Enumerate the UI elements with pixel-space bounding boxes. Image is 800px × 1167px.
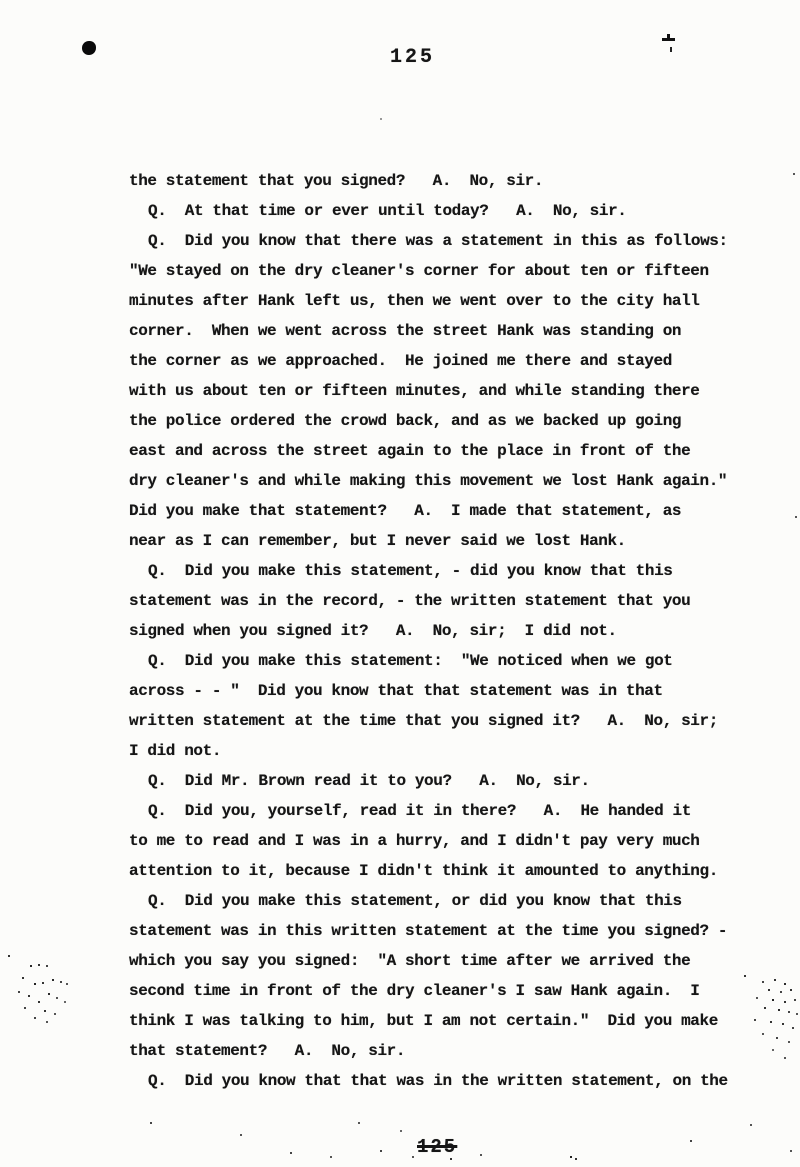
speck-artifact [380,118,382,120]
page-number-top: 125 [390,46,436,69]
scan-noise-bottom [150,1122,152,1124]
transcript-text-block [129,166,789,1096]
transcript-line: second time in front of the dry cleaner's I saw Hank again. I [129,982,700,1000]
transcript-line: Did you make that statement? A. I made that statement, as [129,502,682,520]
transcript-line: dry cleaner's and while making this movement we lost Hank again." [129,472,728,490]
pen-mark-artifact [662,38,675,41]
transcript-line: across - - " Did you know that that statement was in that [129,682,663,700]
transcript-line: think I was talking to him, but I am not certain." Did you make [129,1012,718,1030]
transcript-line: near as I can remember, but I never said we lost Hank. [129,532,626,550]
transcript-line: corner. When we went across the street Hank was standing on [129,322,682,340]
transcript-line: written statement at the time that you signed it? A. No, sir; [129,712,718,730]
transcript-line: that statement? A. No, sir. [129,1042,406,1060]
transcript-line: minutes after Hank left us, then we went over to the city hall [129,292,700,310]
page-number-bottom: 125 [417,1136,458,1158]
transcript-line: east and across the street again to the place in front of the [129,442,691,460]
transcript-line: to me to read and I was in a hurry, and I didn't pay very much [129,832,700,850]
transcript-line: Q. Did you make this statement: "We noticed when we got [148,652,673,670]
smudge-artifact-left [8,955,10,957]
transcript-line: Q. Did you know that there was a statement in this as follows: [148,232,728,250]
transcript-line: the corner as we approached. He joined me there and stayed [129,352,672,370]
transcript-line: Q. At that time or ever until today? A. No, sir. [148,202,627,220]
transcript-line: Q. Did you make this statement, - did you know that this [148,562,673,580]
speck-artifact [795,516,797,518]
transcript-line: Q. Did you, yourself, read it in there? A. He handed it [148,802,691,820]
transcript-line: "We stayed on the dry cleaner's corner for about ten or fifteen [129,262,709,280]
speck-artifact [793,173,795,175]
transcript-line: signed when you signed it? A. No, sir; I did not. [129,622,617,640]
transcript-line: Q. Did you make this statement, or did you know that this [148,892,682,910]
transcript-line: Q. Did you know that that was in the written statement, on the [148,1072,728,1090]
ink-dot-artifact [82,41,96,55]
smudge-artifact-right [744,975,746,977]
transcript-line: statement was in this written statement at the time you signed? - [129,922,728,940]
transcript-line: with us about ten or fifteen minutes, and while standing there [129,382,700,400]
transcript-line: Q. Did Mr. Brown read it to you? A. No, sir. [148,772,590,790]
transcript-line: statement was in the record, - the written statement that you [129,592,691,610]
transcript-line: which you say you signed: "A short time after we arrived the [129,952,691,970]
transcript-line: the statement that you signed? A. No, sir. [129,172,544,190]
transcript-line: I did not. [129,742,222,760]
transcript-line: the police ordered the crowd back, and as we backed up going [129,412,682,430]
transcript-line: attention to it, because I didn't think it amounted to anything. [129,862,718,880]
